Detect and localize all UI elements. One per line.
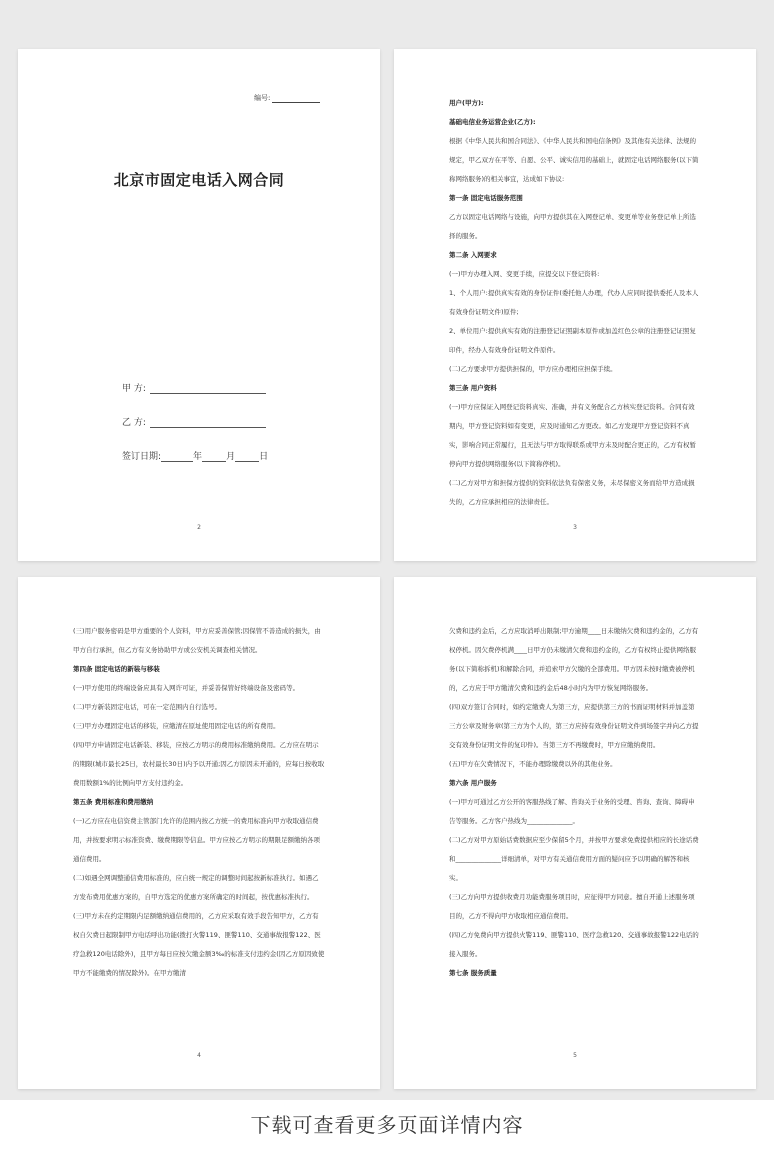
paragraph: 欠费和违约金后，乙方应取消呼出限制;甲方逾期____日未缴纳欠费和违约金的，乙方有权停机。因欠费停机满____日甲方仍未缴清欠费和违约金的，乙方有权终止提供网络服务(以下简称拆机)和解除合同，并追索甲方欠缴的全部费用。甲方因未按时缴费被停机的，乙方应于甲方缴清欠费和违约金后48小时内为甲方恢复网络服务。 bbox=[449, 627, 699, 692]
paragraph: (二)如遇全网调整通信费用标准的，应自统一规定的调整时间起按新标准执行。如遇乙方发布费用优惠方案的，自甲方选定的优惠方案所确定的时间起，按优惠标准执行。 bbox=[73, 874, 319, 901]
page-number: 2 bbox=[197, 524, 201, 531]
document-title: 北京市固定电话入网合同 bbox=[113, 171, 285, 189]
page-body bbox=[449, 94, 701, 512]
paragraph: (一)甲方应保证入网登记资料真实、准确，并有义务配合乙方核实登记资料。合同有效期内，甲方登记资料如有变更，应及时通知乙方更改。如乙方发现甲方登记资料不真实，影响合同正常履行，且无法与甲方取得联系或甲方未及时配合更正的，乙方有权暂停向甲方提供网络服务(以下简称停机)。 bbox=[449, 403, 696, 468]
paragraph: (三)甲方办理固定电话的移装，应缴清在原址使用固定电话的所有费用。 bbox=[73, 722, 280, 730]
paragraph: (一)甲方办理入网、变更手续，应提交以下登记资料: bbox=[449, 270, 600, 278]
paragraph: (一)甲方使用的终端设备应具有入网许可证，并妥善保管好终端设备及密码等。 bbox=[73, 684, 300, 692]
paragraph: (三)用户服务密码是甲方重要的个人资料，甲方应妥善保管;因保管不善造成的损失，由甲方自行承担，但乙方有义务协助甲方或公安机关调查相关情况。 bbox=[73, 627, 321, 654]
month-blank bbox=[202, 451, 226, 462]
year-label: 年 bbox=[193, 452, 203, 462]
section-heading: 第五条 费用标准和费用缴纳 bbox=[73, 798, 154, 806]
paragraph: (二)乙方要求甲方提供担保的，甲方应办理相应担保手续。 bbox=[449, 365, 617, 373]
party-a-blank bbox=[150, 383, 266, 394]
page-number: 3 bbox=[573, 524, 577, 531]
page-number: 4 bbox=[197, 1052, 201, 1059]
page-number: 5 bbox=[573, 1052, 577, 1059]
page-text-3 bbox=[18, 577, 380, 1089]
year-blank bbox=[161, 451, 193, 462]
sign-date-row bbox=[122, 449, 268, 462]
paragraph: (一)甲方可通过乙方公开的客服热线了解、咨询关于业务的受理、咨询、查询、障碍申告等服务。乙方客户热线为______________。 bbox=[449, 798, 695, 825]
paragraph: (二)乙方对甲方和担保方提供的资料依法负有保密义务，未尽保密义务而给甲方造成损失的，乙方应承担相应的法律责任。 bbox=[449, 479, 695, 506]
section-heading: 第四条 固定电话的新装与移装 bbox=[73, 665, 160, 673]
section-heading: 第七条 服务质量 bbox=[449, 969, 497, 977]
page-cover bbox=[18, 49, 380, 561]
day-blank bbox=[235, 451, 259, 462]
paragraph: 2、单位用户:提供真实有效的注册登记证照副本原件或加盖红色公章的注册登记证照复印件，经办人有效身份证明文件原件。 bbox=[449, 327, 696, 354]
paragraph: (四)双方签订合同时，如约定缴费人为第三方，应提供第三方的书面证明材料并加盖第三方公章及财务章(第三方为个人的，第三方应持有效身份证明文件到场签字并向乙方提交有效身份证明文件的复印件)。当第三方不再缴费时，甲方应缴纳费用。 bbox=[449, 703, 699, 749]
page-body bbox=[449, 622, 701, 983]
section-heading: 第六条 用户服务 bbox=[449, 779, 497, 787]
party-a-row bbox=[122, 381, 266, 394]
page-text-2 bbox=[394, 49, 756, 561]
section-heading: 第三条 用户资料 bbox=[449, 384, 497, 392]
section-heading: 第二条 入网要求 bbox=[449, 251, 497, 259]
section-heading: 基础电信业务运营企业(乙方): bbox=[449, 118, 536, 126]
paragraph: (一)乙方应在电信资费主管部门允许的范围内按乙方统一的费用标准向甲方收取通信费用，并按要求明示标准资费、缴费期限等信息。甲方应按乙方明示的期限足额缴纳各项通信费用。 bbox=[73, 817, 320, 863]
sign-date-label: 签订日期: bbox=[122, 452, 162, 462]
section-heading: 第一条 固定电话服务范围 bbox=[449, 194, 523, 202]
download-more-caption[interactable]: 下载可查看更多页面详情内容 bbox=[0, 1108, 774, 1168]
paragraph: (二)甲方新装固定电话，可在一定范围内自行选号。 bbox=[73, 703, 222, 711]
paragraph: (三)乙方向甲方提供收费月功能费服务项目时，应征得甲方同意。擅自开通上述服务项目的，乙方不得向甲方收取相应通信费用。 bbox=[449, 893, 695, 920]
party-a-label: 甲 方: bbox=[122, 384, 146, 394]
paragraph: (五)甲方在欠费情况下，不能办理除缴费以外的其他业务。 bbox=[449, 760, 617, 768]
contract-number-blank bbox=[272, 93, 320, 103]
paragraph: (四)甲方申请固定电话新装、移装，应按乙方明示的费用标准缴纳费用。乙方应在明示的期限(城市最长25日，农村最长30日)内予以开通;因乙方原因未开通的，应每日按收取费用数额1%的比例向甲方支付违约金。 bbox=[73, 741, 325, 787]
section-heading: 用户(甲方): bbox=[449, 99, 484, 107]
contract-number-field bbox=[254, 93, 320, 103]
page-text-4 bbox=[394, 577, 756, 1089]
paragraph: (三)甲方未在约定期限内足额缴纳通信费用的，乙方应采取有效手段告知甲方，乙方有权自欠费日起限制甲方电话呼出功能(拨打火警119、匪警110、交通事故报警122、医疗急救120电话除外)，且甲方每日应按欠缴金额3‰的标准支付违约金(因乙方原因致使甲方不能缴费的情况除外)。在甲方缴清 bbox=[73, 912, 325, 977]
day-label: 日 bbox=[259, 452, 269, 462]
party-b-blank bbox=[150, 417, 266, 428]
paragraph: (四)乙方免费向甲方提供火警119、匪警110、医疗急救120、交通事故报警122电话的接入服务。 bbox=[449, 931, 699, 958]
paragraph: 根据《中华人民共和国合同法》、《中华人民共和国电信条例》及其他有关法律、法规的规定，甲乙双方在平等、自愿、公平、诚实信用的基础上，就固定电话网络服务(以下简称网络服务)的相关事宜，达成如下协议: bbox=[449, 137, 699, 183]
party-b-label: 乙 方: bbox=[122, 418, 146, 428]
paragraph: 1、个人用户:提供真实有效的身份证件(委托他人办理，代办人应同时提供委托人及本人有效身份证明文件)原件; bbox=[449, 289, 699, 316]
page-body bbox=[73, 622, 325, 983]
party-b-row bbox=[122, 415, 266, 428]
paragraph: (二)乙方对甲方原始话费数据应至少保留5个月，并按甲方要求免费提供相应的长途话费和______________详细清单，对甲方有关通信费用方面的疑问应予以明确的解答和核实。 bbox=[449, 836, 699, 882]
contract-number-label: 编号: bbox=[254, 94, 271, 102]
paragraph: 乙方以固定电话网络与设施，向甲方提供其在入网登记单、变更单等业务登记单上所选择的服务。 bbox=[449, 213, 696, 240]
month-label: 月 bbox=[226, 452, 236, 462]
